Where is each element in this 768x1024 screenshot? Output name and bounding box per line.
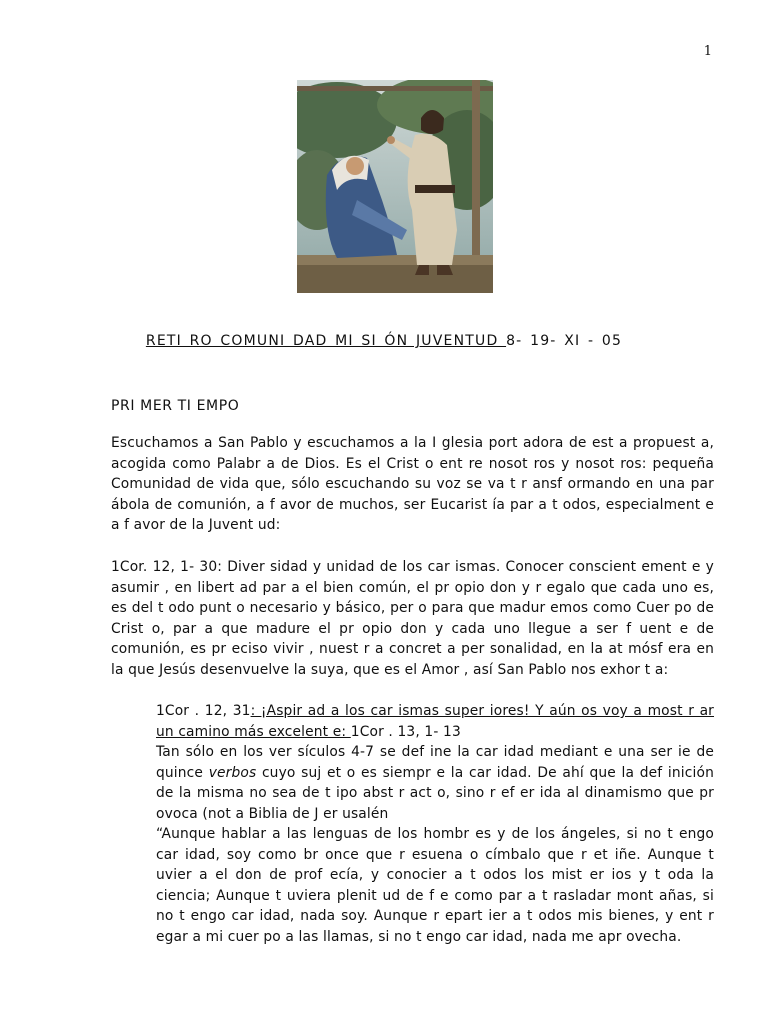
section-heading: PRI MER TI EMPO bbox=[111, 398, 240, 414]
page-number: 1 bbox=[703, 44, 712, 59]
illustration-image bbox=[297, 80, 493, 293]
title-underlined: RETI RO COMUNI DAD MI SI ÓN JUVENTUD bbox=[145, 333, 507, 349]
quote-note-after: cuyo suj et o es siempr e la car idad. De ahí que la def inición de la misma no sea de t ipo abst r act o, sino r ef er ida al dinamismo que pr ovoca (not a Biblia de J er usalén bbox=[156, 764, 714, 822]
quote-ref-underlined: : ¡Aspir ad a los car ismas super iores! Y aún os voy a most r ar un camino más excelent e: bbox=[156, 703, 715, 740]
quote-reference bbox=[156, 701, 714, 742]
document-title bbox=[0, 333, 768, 349]
quote-ref-end: 1Cor . 13, 1- 13 bbox=[350, 723, 461, 740]
quote-note-before: Tan sólo en los ver sículos 4-7 se def ine la car idad mediant e una ser ie de quince bbox=[156, 744, 714, 781]
paragraph-1: Escuchamos a San Pablo y escuchamos a la I glesia port adora de est a propuest a, acogida como Palabr a de Dios. Es el Crist o ent re nosot ros y nosot ros: pequeña Comunidad de vida que, sólo escuchando su voz se va t r ansf ormando en una par ábola de comunión, a f avor de muchos, ser Eucarist ía par a t odos, especialment e a f avor de la Juvent ud: bbox=[111, 435, 714, 533]
quote-block bbox=[156, 701, 714, 947]
quote-ref-start: 1Cor . 12, 31 bbox=[156, 703, 251, 719]
quote-scripture: “Aunque hablar a las lenguas de los hombr es y de los ángeles, si no t engo car idad, soy como br once que r esuena o címbalo que r et iñe. Aunque t uvier a el don de prof ecía, y conocier a t odos los mist er ios y t oda la ciencia; Aunque t uviera plenit ud de f e como par a t rasladar mont añas, si no t engo car idad, nada soy. Aunque r epart ier a t odos mis bienes, y ent r egar a mi cuer po a las llamas, si no t engo car idad, nada me apr ovecha. bbox=[156, 826, 714, 945]
title-date: 8- 19- XI - 05 bbox=[506, 333, 623, 349]
quote-note-italic: verbos bbox=[208, 764, 257, 781]
religious-illustration bbox=[297, 80, 493, 293]
paragraph-2: 1Cor. 12, 1- 30: Diver sidad y unidad de los car ismas. Conocer conscient ement e y asumir , en libert ad par a el bien común, el pr opio don y r egalo que cada uno es, es del t odo punt o necesario y básico, per o para que madur emos como Cuer po de Crist o, par a que madure el pr opio don y cada uno llegue a ser f uent e de comunión, es pr eciso vivir , nuest r a concret a per sonalidad, en la at mósf era en la que Jesús desenvuelve la suya, que es el Amor , así San Pablo nos exhor t a: bbox=[111, 559, 714, 678]
quote-note bbox=[156, 742, 714, 824]
